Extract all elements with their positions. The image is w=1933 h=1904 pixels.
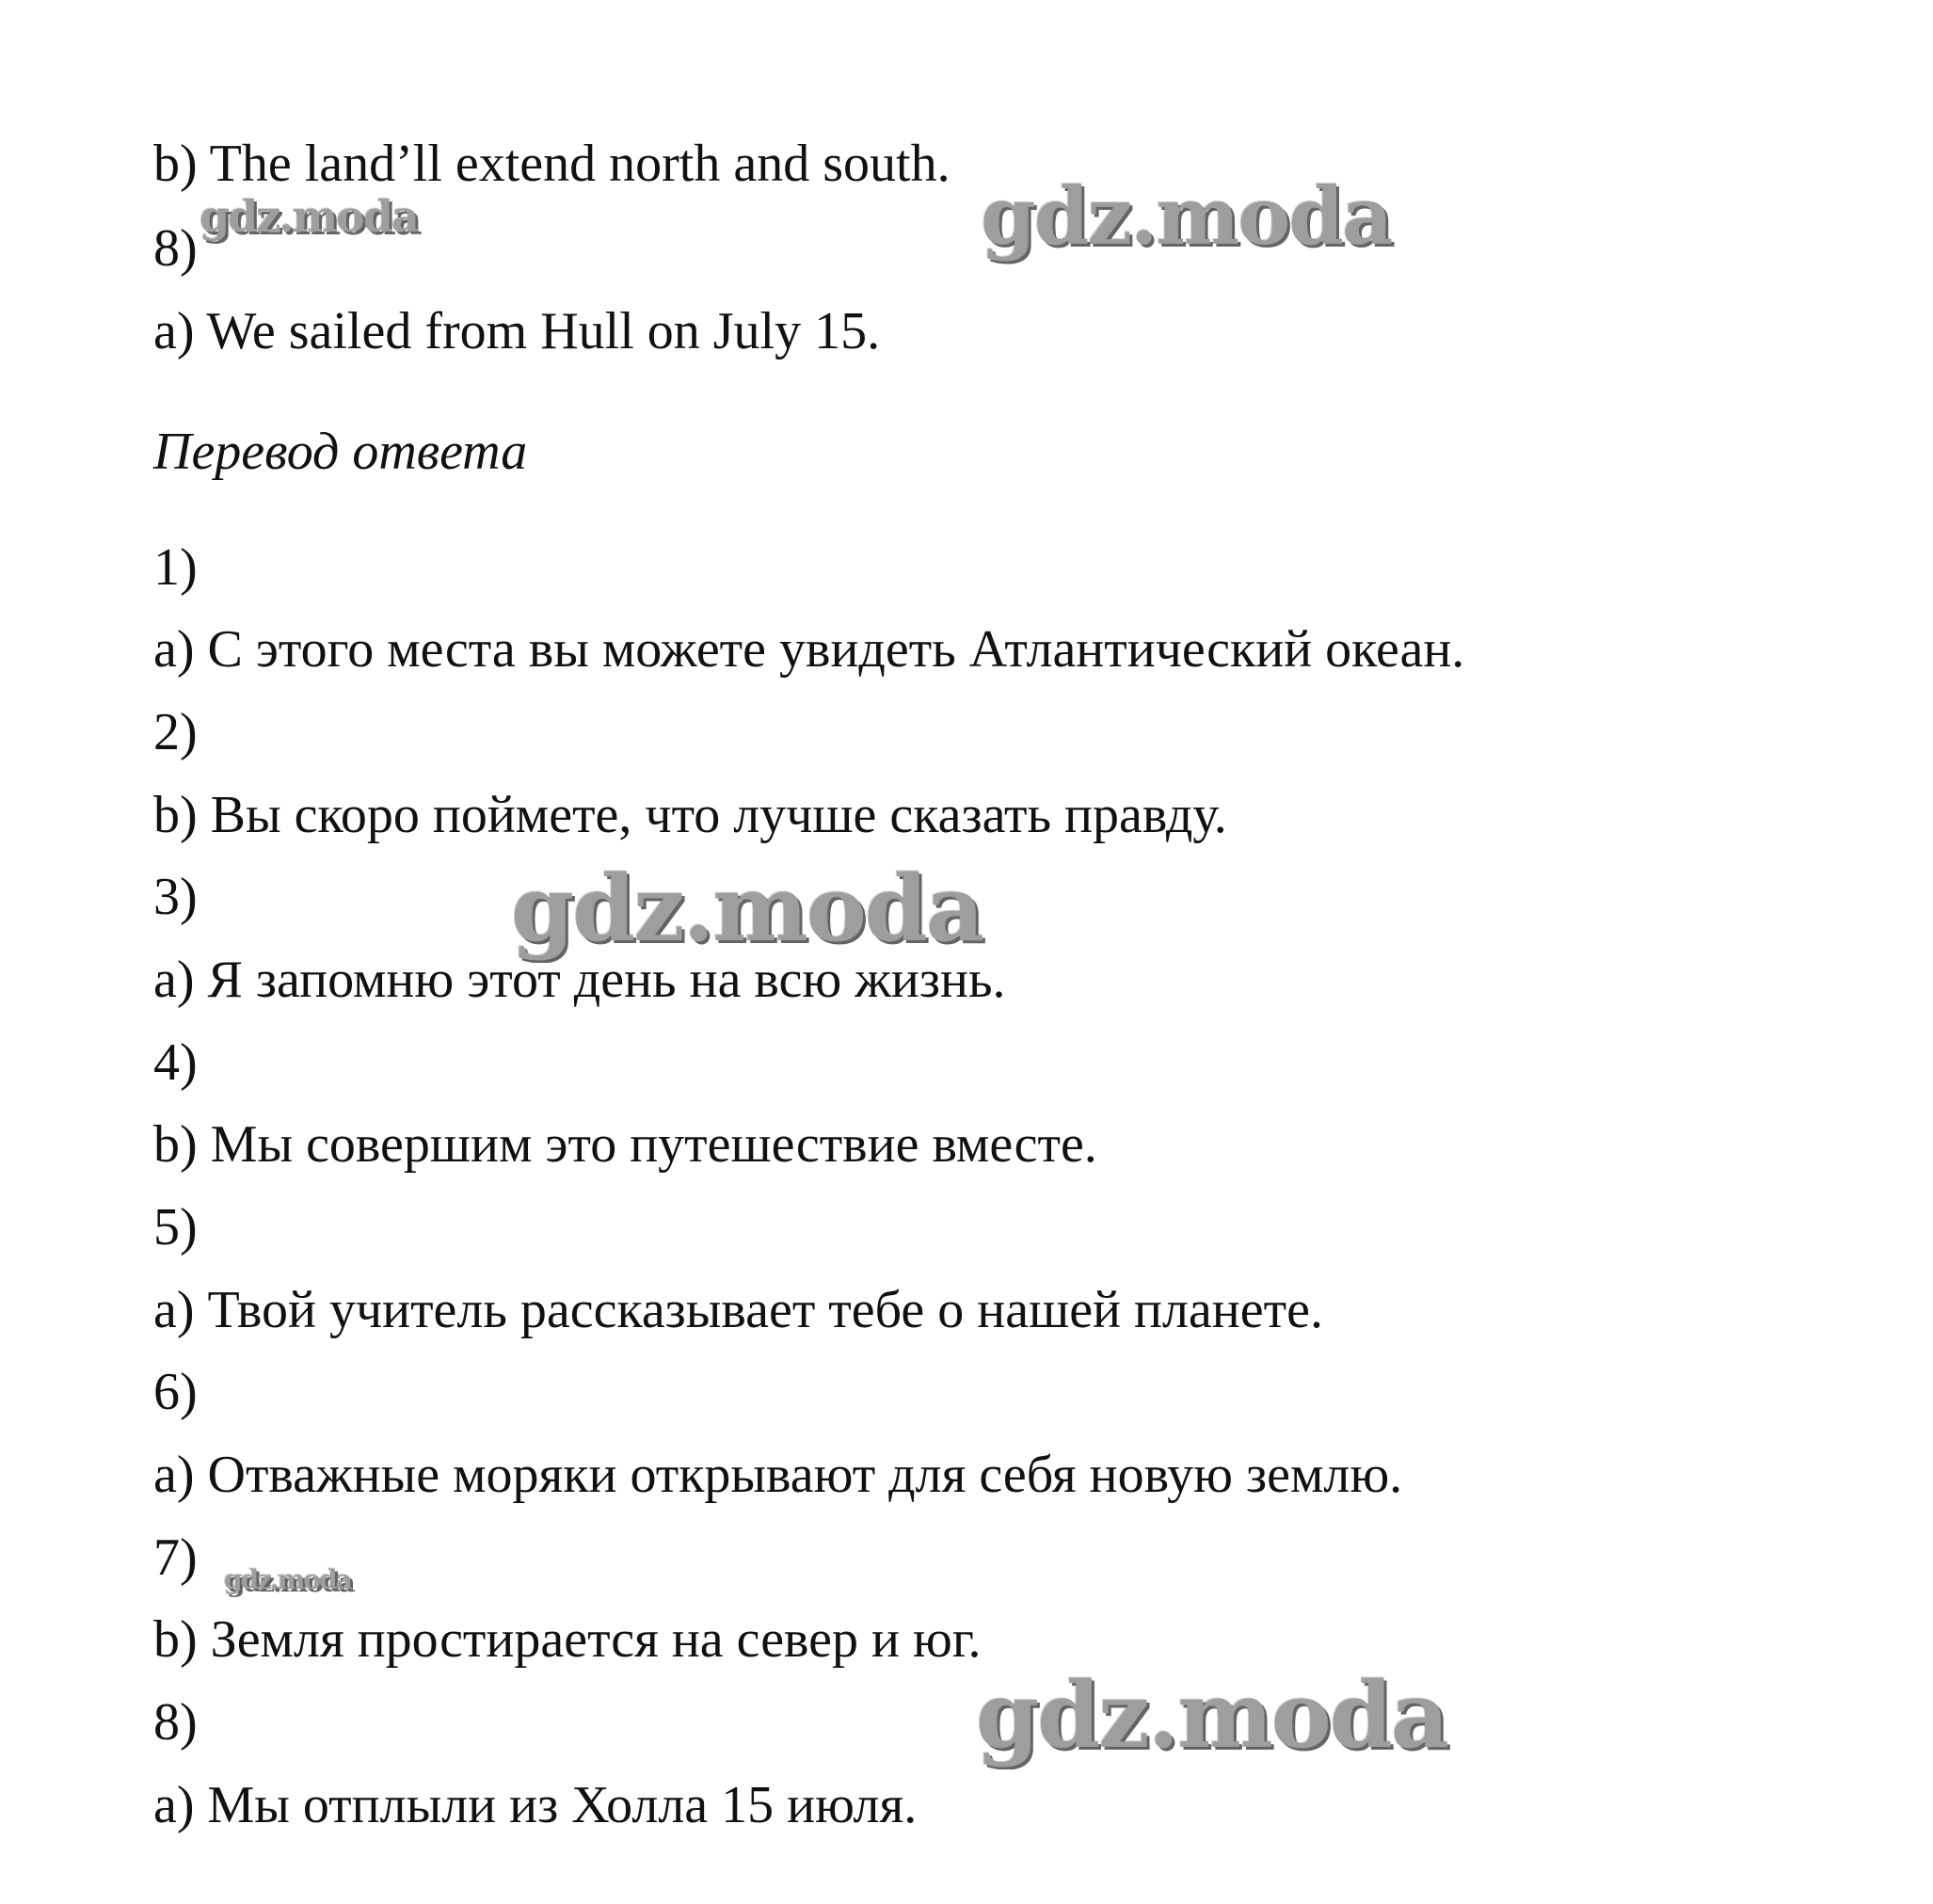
watermark-logo: gdz.moda <box>511 856 983 962</box>
item-number: 1) <box>153 538 198 597</box>
item-number: 6) <box>153 1363 198 1421</box>
answer-line: b) The land’ll extend north and south. <box>153 135 951 193</box>
answer-line: b) Вы скоро поймете, что лучше сказать правду. <box>153 786 1227 844</box>
item-number: 7) <box>153 1528 198 1587</box>
watermark-logo: gdz.moda <box>976 1662 1448 1768</box>
watermark-logo: gdz.moda <box>981 169 1392 263</box>
answer-line: b) Земля простирается на север и юг. <box>153 1610 982 1669</box>
answer-line: a) We sailed from Hull on July 15. <box>153 302 881 360</box>
watermark-logo: gdz.moda <box>224 1564 351 1595</box>
answer-line: a) Я запомню этот день на всю жизнь. <box>153 951 1006 1009</box>
answer-line: a) Мы отплыли из Холла 15 июля. <box>153 1776 918 1834</box>
answer-line: a) С этого места вы можете увидеть Атлантический океан. <box>153 620 1465 679</box>
item-number: 5) <box>153 1198 198 1256</box>
watermark-logo: gdz.moda <box>200 191 418 242</box>
item-number: 4) <box>153 1033 198 1092</box>
answer-line: a) Отважные моряки открывают для себя новую землю. <box>153 1446 1403 1504</box>
item-number: 8) <box>153 1693 198 1752</box>
section-heading: Перевод ответа <box>153 423 528 481</box>
item-number: 3) <box>153 868 198 926</box>
item-number: 2) <box>153 703 198 761</box>
answer-line: a) Твой учитель рассказывает тебе о нашей планете. <box>153 1281 1323 1339</box>
item-number: 8) <box>153 219 198 278</box>
answer-line: b) Мы совершим это путешествие вместе. <box>153 1115 1097 1174</box>
